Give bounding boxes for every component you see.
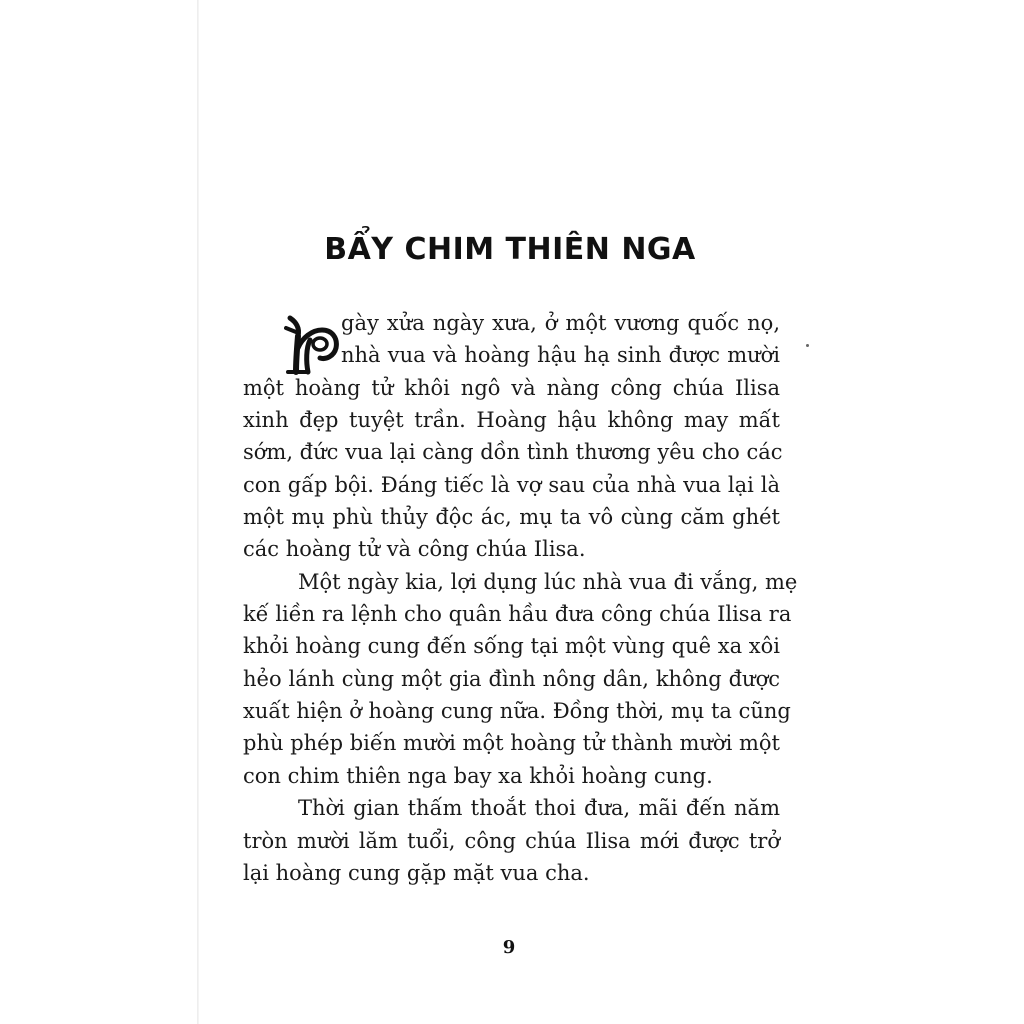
- text-line: con chim thiên nga bay xa khỏi hoàng cung.: [243, 763, 713, 788]
- text-line: một hoàng tử khôi ngô và nàng công chúa Ilisa: [243, 375, 780, 400]
- page-gutter: [197, 0, 199, 1024]
- text-line: con gấp bội. Đáng tiếc là vợ sau của nhà vua lại là: [243, 472, 780, 497]
- text-line: một mụ phù thủy độc ác, mụ ta vô cùng căm ghét: [243, 505, 780, 530]
- paragraph-2: [243, 566, 798, 792]
- scan-speck: [806, 344, 809, 347]
- text-line: phù phép biến mười một hoàng tử thành mười một: [243, 731, 780, 756]
- text-line: xuất hiện ở hoàng cung nữa. Đồng thời, mụ ta cũng: [243, 699, 791, 724]
- text-line: tròn mười lăm tuổi, công chúa Ilisa mới được trở: [243, 828, 780, 853]
- page-number: 9: [502, 937, 516, 958]
- text-line: hẻo lánh cùng một gia đình nông dân, không được: [243, 666, 780, 691]
- story-text: [243, 307, 798, 889]
- text-line: nhà vua và hoàng hậu hạ sinh được mười: [341, 343, 780, 368]
- text-line: lại hoàng cung gặp mặt vua cha.: [243, 860, 590, 885]
- text-line: Một ngày kia, lợi dụng lúc nhà vua đi vắng, mẹ: [298, 569, 798, 594]
- text-line: kế liền ra lệnh cho quân hầu đưa công chúa Ilisa ra: [243, 602, 792, 627]
- text-line: gày xửa ngày xưa, ở một vương quốc nọ,: [341, 311, 780, 335]
- text-line: sớm, đức vua lại càng dồn tình thương yêu cho các: [243, 440, 783, 465]
- text-line: Thời gian thấm thoắt thoi đưa, mãi đến năm: [298, 796, 780, 821]
- chapter-title: BẨY CHIM THIÊN NGA: [324, 232, 696, 267]
- text-line: các hoàng tử và công chúa Ilisa.: [243, 537, 586, 562]
- paragraph-1: [243, 307, 783, 566]
- text-line: khỏi hoàng cung đến sống tại một vùng quê xa xôi: [243, 634, 780, 659]
- paragraph-3: [243, 792, 780, 889]
- text-line: xinh đẹp tuyệt trần. Hoàng hậu không may mất: [243, 408, 780, 433]
